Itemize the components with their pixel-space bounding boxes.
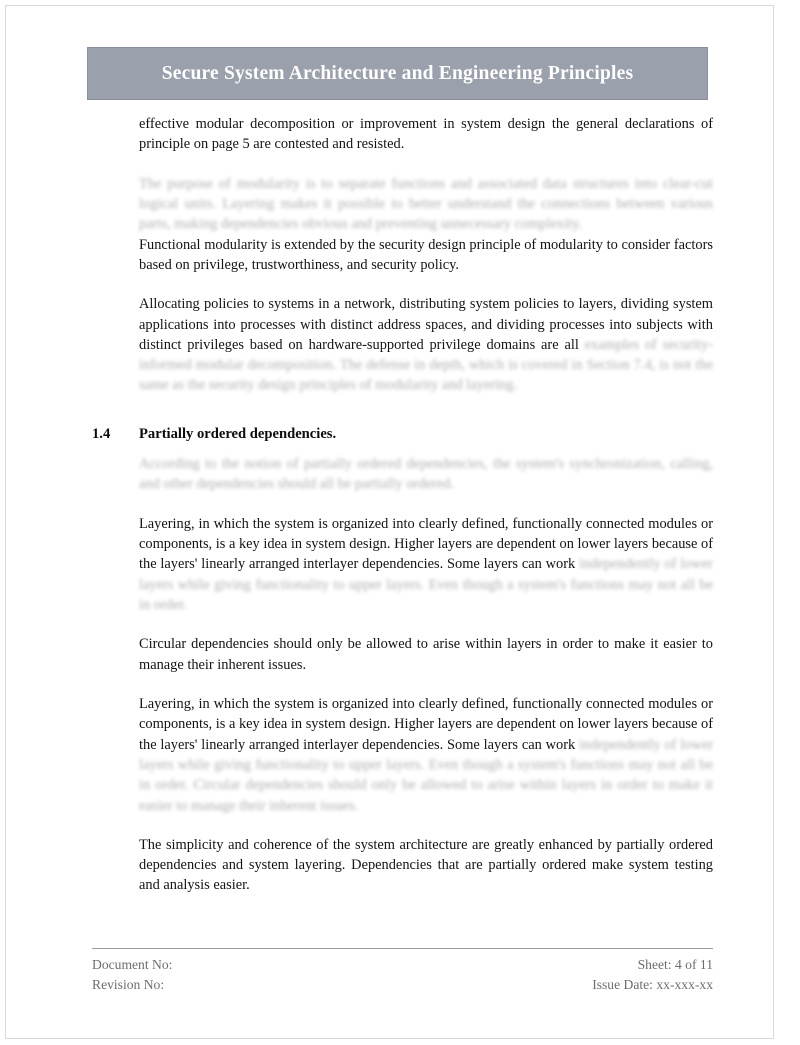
paragraph-intro	[139, 114, 713, 155]
paragraph-gap	[139, 495, 713, 514]
paragraph-intro-text: effective modular decomposition or improvement in system design the general declarations of principle on page 5 are contested and resisted.	[139, 116, 713, 153]
paragraph-functional-modularity-text: Functional modularity is extended by the security design principle of modularity to consider factors based on privilege, trustworthiness, and security policy.	[139, 236, 713, 273]
paragraph-circular-dependencies-text: Circular dependencies should only be allowed to arise within layers in order to make it easier to manage their inherent issues.	[139, 636, 713, 673]
paragraph-allocating-policies	[139, 294, 713, 396]
paragraph-layering-first-text: Layering, in which the system is organized into clearly defined, functionally connected modules or components, is a key idea in system design. Higher layers are dependent on lower layers because of the layers' linearly arranged interlayer dependencies. Some layers can work	[139, 515, 713, 573]
paragraph-layering-second-faded-text: independently of lower layers while giving functionality to upper layers. Even though a system's functions may not all be in order. Circular dependencies should only be allowed to arise within layers in order to make it easier to manage their inherent issues.	[139, 736, 713, 814]
paragraph-layering-second-text: Layering, in which the system is organized into clearly defined, functionally connected modules or components, is a key idea in system design. Higher layers are dependent on lower layers because of the layers' linearly arranged interlayer dependencies. Some layers can work	[139, 695, 713, 753]
paragraph-modularity	[139, 174, 713, 235]
footer-row-top	[92, 955, 713, 975]
section-heading-1-4	[92, 424, 713, 444]
paragraph-gap	[139, 155, 713, 174]
paragraph-gap	[139, 275, 713, 294]
footer-row-bottom	[92, 975, 713, 995]
footer-sheet-label: Sheet: 4 of 11	[637, 957, 713, 972]
paragraph-allocating-policies-text: Allocating policies to systems in a network, distributing system policies to layers, dividing system applications into processes with distinct address spaces, and dividing processes into subjects with distinct privileges based on hardware-supported privilege domains are all	[139, 296, 713, 353]
document-body	[92, 114, 713, 896]
paragraph-layering-first	[139, 514, 713, 616]
paragraph-gap	[139, 816, 713, 835]
paragraph-gap	[139, 675, 713, 694]
paragraph-layering-first-faded-text: independently of lower layers while giving functionality to upper layers. Even though a system's functions may not all be in order.	[139, 556, 713, 614]
section-title-1-4: Partially ordered dependencies.	[139, 425, 337, 442]
paragraph-modularity-faded-text: The purpose of modularity is to separate functions and associated data structures into clear-cut logical units. Layering makes it possible to better understand the connections between various parts, making dependencies obvious and preventing unnecessary complexity.	[139, 175, 713, 233]
footer-divider	[92, 948, 713, 949]
paragraph-allocating-policies-faded-text: examples of security-informed modular decomposition. The defense in depth, which is covered in Section 7.4, is not the same as the security design principles of modularity and layering.	[139, 336, 713, 394]
paragraph-section-1-4-intro-faded-text: According to the notion of partially ordered dependencies, the system's synchronization, calling, and other dependencies should all be partially ordered.	[139, 456, 713, 493]
footer-document-no-label: Document No:	[92, 957, 173, 972]
paragraph-functional-modularity	[139, 235, 713, 276]
section-gap	[139, 396, 713, 424]
paragraph-simplicity-coherence	[139, 835, 713, 896]
footer-revision-no-label: Revision No:	[92, 976, 165, 992]
document-header-banner	[87, 47, 708, 100]
section-number-1-4: 1.4	[92, 425, 111, 442]
paragraph-section-1-4-intro	[139, 454, 713, 495]
page-sheet	[5, 5, 774, 1039]
paragraph-simplicity-coherence-text: The simplicity and coherence of the system architecture are greatly enhanced by partially ordered dependencies and system layering. Dependencies that are partially ordered make system testing and analysis easier.	[139, 836, 713, 894]
paragraph-circular-dependencies	[139, 634, 713, 675]
page-footer	[92, 948, 713, 995]
heading-gap	[139, 444, 713, 454]
footer-issue-date-label: Issue Date: xx-xxx-xx	[592, 976, 713, 992]
footer-rows	[92, 955, 713, 995]
paragraph-gap	[139, 615, 713, 634]
document-title: Secure System Architecture and Engineering Principles	[161, 62, 634, 84]
paragraph-layering-second	[139, 694, 713, 816]
